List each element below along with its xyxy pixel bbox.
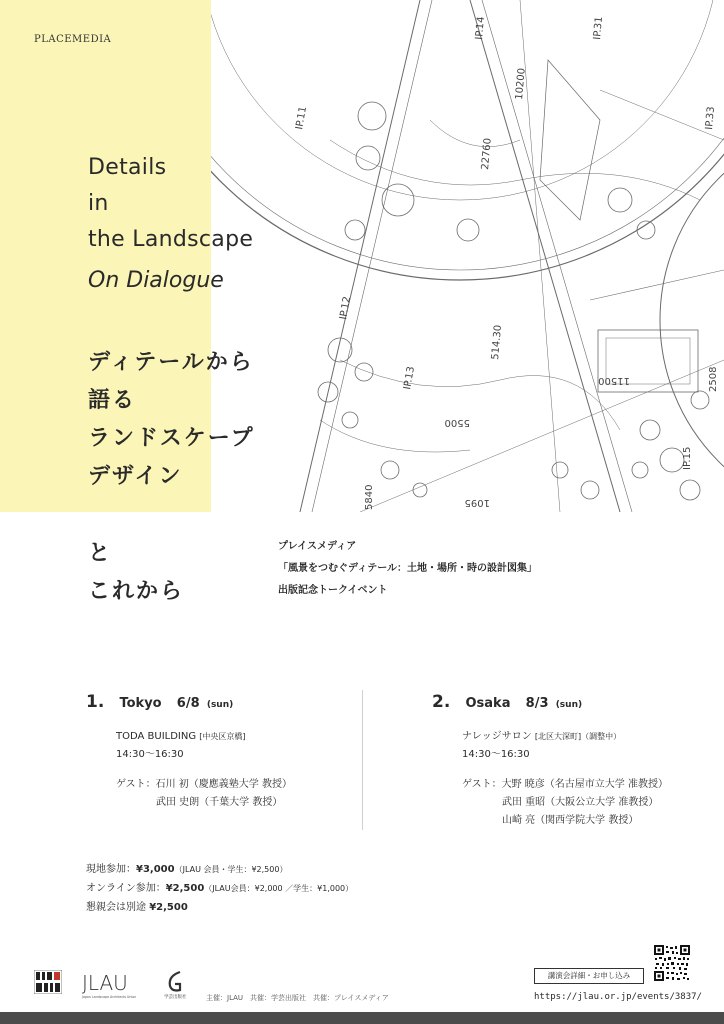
venue-note: [北区大深町]（調整中） [534,732,622,741]
online-fee-note: （JLAU会員：¥2,000 ／学生：¥1,000） [204,884,354,893]
title-jp-line: ランドスケープ [88,426,255,451]
onsite-fee-price: ¥3,000 [136,864,175,875]
title-english [88,150,253,258]
online-fee-price: ¥2,500 [165,883,205,894]
title-jp-line: これから [88,579,185,604]
venue-note: [中央区京橋] [199,732,246,741]
event-date: 6/8 [176,696,200,711]
event-header [432,692,582,714]
event-day: (sun) [555,700,583,710]
placemedia-logo [34,970,62,994]
guest-name: 武田 史朗（千葉大学 教授） [156,797,283,808]
subtitle-english: On Dialogue [88,268,224,293]
title-line: the Landscape [88,227,254,252]
onsite-fee-label: 現地参加： [86,864,136,875]
plan-label: 11500 [598,375,630,386]
details-apply-button[interactable]: 講演会詳細・お申し込み [534,968,644,984]
plan-label: 10200 [514,67,528,101]
event-date: 8/3 [525,696,549,711]
guest-name: 大野 暁彦（名古屋市立大学 准教授） [501,779,668,790]
event-time: 14:30〜16:30 [462,749,530,760]
svg-text:JLAU: JLAU [82,971,128,995]
guests-label: ゲスト： [116,779,156,790]
title-jp-line: ディテールから [88,350,254,375]
venue-name: TODA BUILDING [116,731,197,742]
guest-name: 山崎 亮（関西学院大学 教授） [502,815,639,826]
plan-label: IP.14 [474,16,488,41]
plan-label: 22760 [480,137,494,171]
party-fee-price: ¥2,500 [149,902,188,913]
party-fee-label: 懇親会は別途 [86,902,146,913]
title-jp-line: と [88,541,113,566]
event-time: 14:30〜16:30 [116,749,184,760]
plan-label: 5840 [364,484,375,510]
guest-name: 武田 重昭（大阪公立大学 准教授） [502,797,659,808]
plan-label: IP.13 [402,365,418,391]
event-type: 出版記念トークイベント [278,585,388,596]
plan-label: 5500 [444,417,470,428]
event-number: 1. [86,692,105,712]
title-japanese-continued [88,535,184,611]
organizers: 主催：JLAU 共催：学芸出版社 共催：プレイスメディア [206,994,389,1002]
column-divider [362,690,363,830]
brand-name: PLACEMEDIA [34,34,112,45]
onsite-fee-note: （JLAU 会員・学生：¥2,500） [174,865,288,874]
title-jp-line: 語る [88,388,137,413]
title-jp-line: デザイン [88,464,183,489]
plan-label: IP.11 [294,105,310,131]
fees-info [86,860,353,917]
guests-label: ゲスト： [462,779,502,790]
plan-label: IP.33 [704,106,718,131]
plan-label: IP.31 [592,16,606,41]
plan-label: IP.15 [682,446,693,470]
plan-label: IP.12 [338,295,354,321]
event-city: Tokyo [119,696,162,711]
online-fee-label: オンライン参加： [86,883,166,894]
event-number: 2. [432,692,451,712]
gakugei-logo [158,968,194,1000]
qr-code-icon[interactable] [654,945,690,981]
publication-info [278,536,537,602]
event-details [462,728,668,830]
book-title: 「風景をつむぐディテール：土地・場所・時の設計図集」 [278,563,537,574]
title-line: in [88,191,109,216]
footer-bar [0,1012,724,1024]
title-japanese [88,344,255,496]
guest-name: 石川 初（慶應義塾大学 教授） [155,779,292,790]
event-header [86,692,233,714]
event-city: Osaka [465,696,511,711]
svg-text:学芸出版社: 学芸出版社 [164,995,187,1000]
plan-label: 2508 [708,366,719,392]
event-tokyo [86,692,292,808]
event-day: (sun) [206,700,234,710]
event-url-link[interactable]: https://jlau.or.jp/events/3837/ [534,992,702,1002]
plan-label: 1095 [464,497,490,508]
svg-text:Japan Landscape Architects Uni: Japan Landscape Architects Union [82,995,137,999]
title-line: Details [88,155,167,180]
jlau-logo [80,968,148,1000]
event-details [116,728,292,812]
publisher-name: プレイスメディア [278,541,357,552]
venue-name: ナレッジサロン [462,731,532,742]
event-osaka [432,692,668,826]
plan-label: 514.30 [490,324,505,361]
